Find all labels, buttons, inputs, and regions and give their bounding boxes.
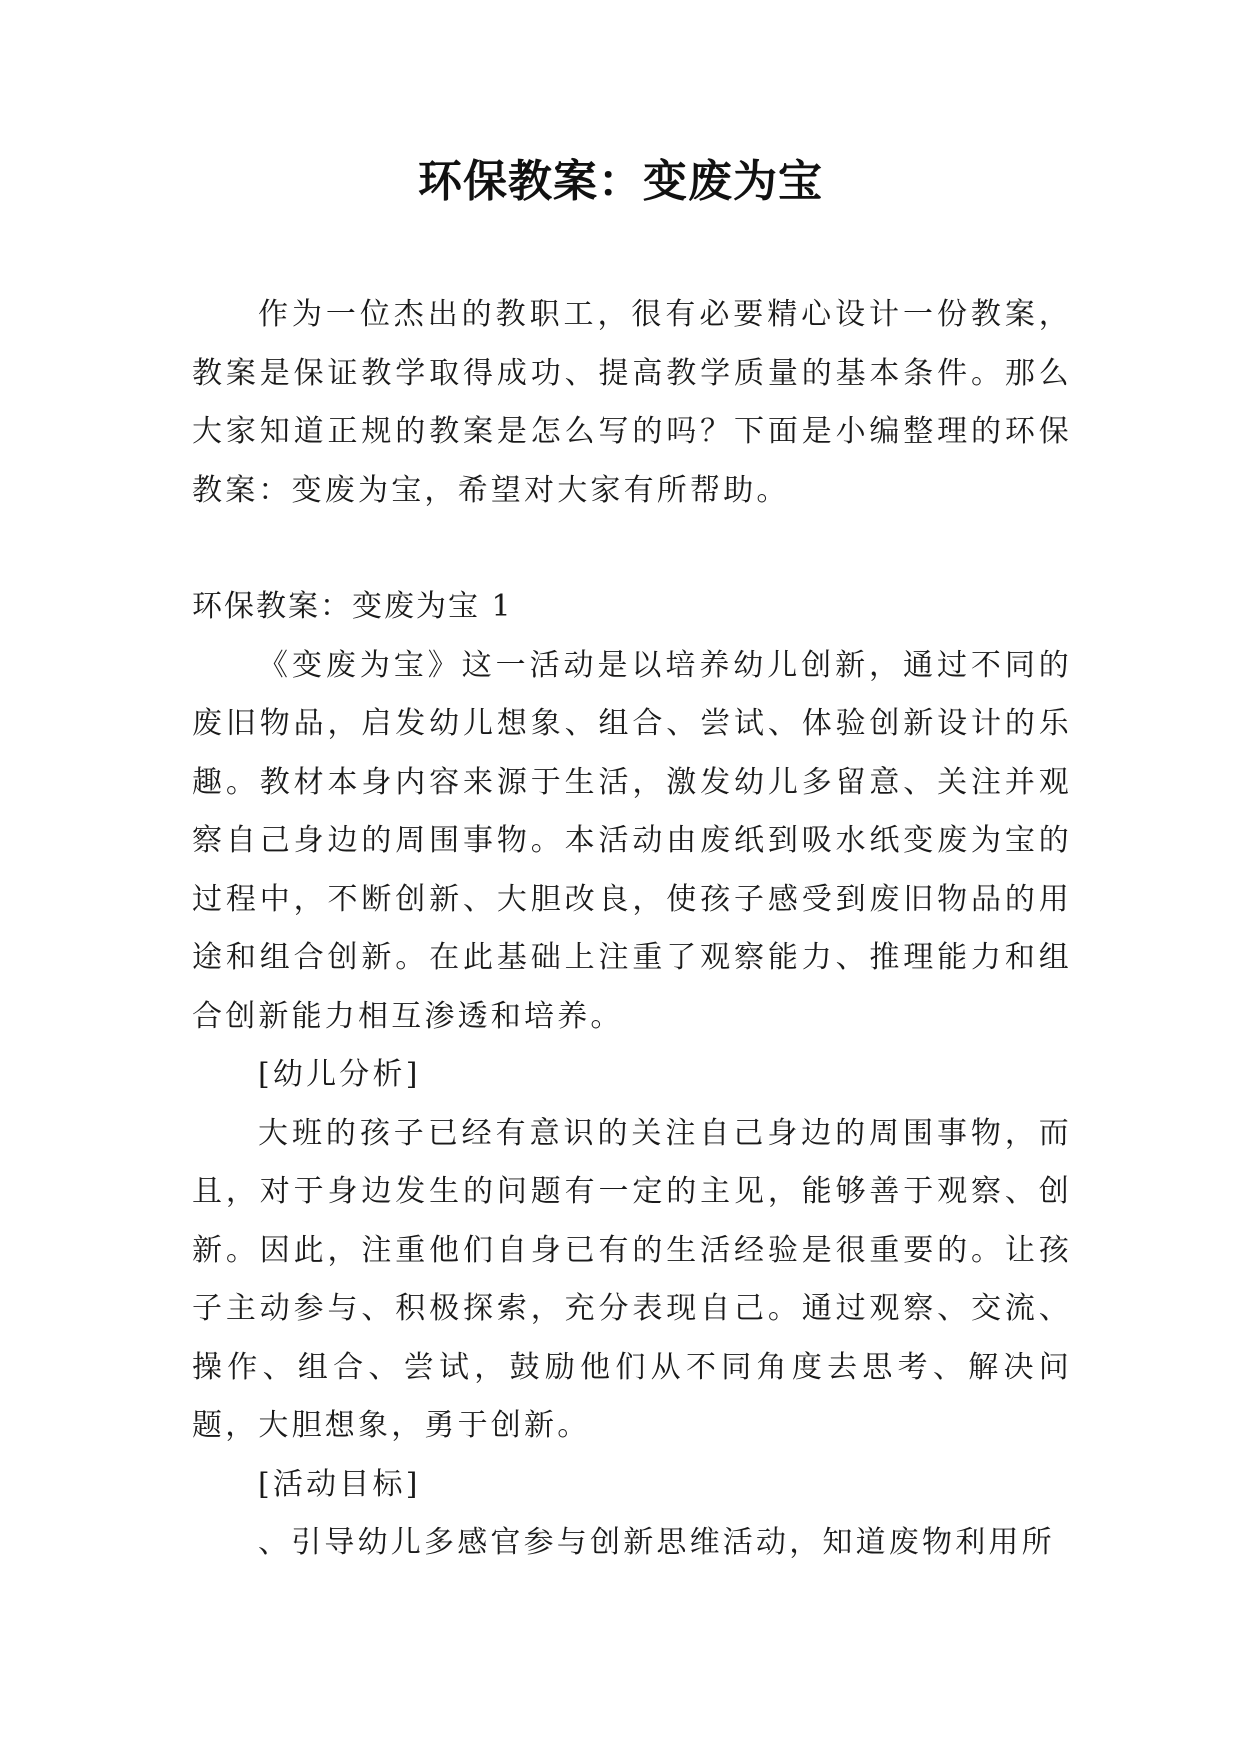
analysis-label: [幼儿分析] xyxy=(258,1057,421,1092)
goals-label: [活动目标] xyxy=(258,1466,421,1502)
document-title: 环保教案：变废为宝 xyxy=(418,156,823,207)
body-paragraph-1: 《变废为宝》这一活动是以培养幼儿创新，通过不同的废旧物品，启发幼儿想象、组合、尝试、体验创新设计的乐趣。教材本身内容来源于生活，激发幼儿多留意、关注并观察自己身边的周围事物。本活动由废纸到吸水纸变废为宝的过程中，不断创新、大胆改良，使孩子感受到废旧物品的用途和组合创新。在此基础上注重了观察能力、推理能力和组合创新能力相互渗透和培养。 xyxy=(192,647,1072,1034)
body-paragraph-2: 大班的孩子已经有意识的关注自己身边的周围事物，而且，对于身边发生的问题有一定的主见，能够善于观察、创新。因此，注重他们自身已有的生活经验是很重要的。让孩子主动参与、积极探索，充分表现自己。通过观察、交流、操作、组合、尝试，鼓励他们从不同角度去思考、解决问题，大胆想象，勇于创新。 xyxy=(192,1115,1072,1443)
body-paragraph-3: 、引导幼儿多感官参与创新思维活动，知道废物利用所 xyxy=(258,1525,1055,1560)
intro-paragraph: 作为一位杰出的教职工，很有必要精心设计一份教案，教案是保证教学取得成功、提高教学质量的基本条件。那么大家知道正规的教案是怎么写的吗？下面是小编整理的环保教案：变废为宝，希望对大家有所帮助。 xyxy=(192,297,1072,508)
document-body xyxy=(192,286,1072,1573)
section-heading: 环保教案：变废为宝 1 xyxy=(192,589,513,624)
